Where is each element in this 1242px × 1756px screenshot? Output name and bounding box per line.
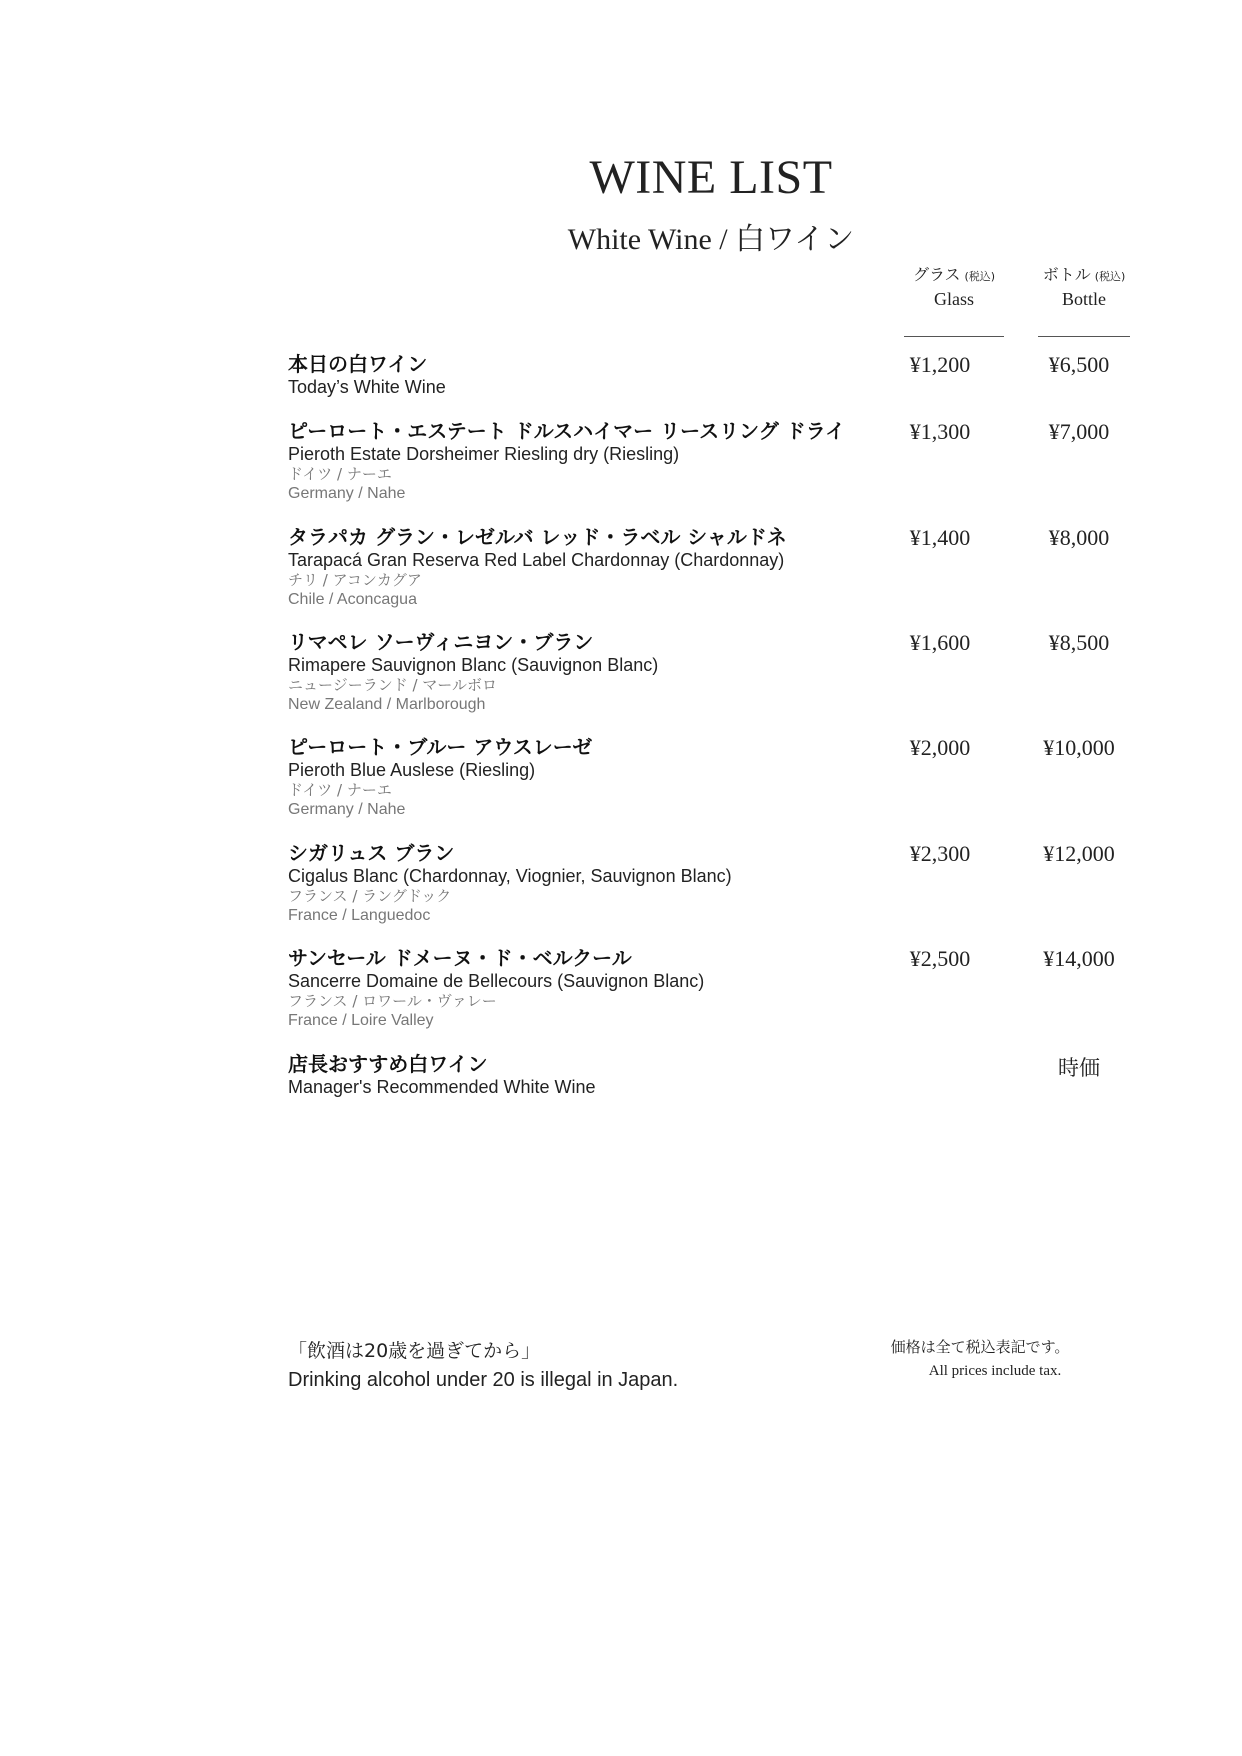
age-notice	[288, 1336, 678, 1392]
glass-price: ¥1,300	[909, 419, 971, 444]
wine-region-en: France / Languedoc	[288, 907, 431, 924]
glass-header-en: Glass	[934, 289, 974, 309]
wine-region-en: Chile / Aconcagua	[288, 591, 417, 608]
wine-region-en: Germany / Nahe	[288, 485, 406, 502]
bottle-header-tax: (税込)	[1094, 270, 1126, 283]
bottle-price: ¥8,000	[1048, 525, 1110, 550]
wine-name-en: Manager's Recommended White Wine	[288, 1077, 596, 1097]
wine-item	[288, 735, 1242, 820]
wine-region-jp: チリ / アコンカグア	[288, 571, 422, 589]
wine-item	[288, 419, 1242, 504]
glass-price: ¥1,400	[909, 525, 971, 550]
bottle-price: ¥14,000	[1043, 946, 1115, 971]
wine-name-jp: ピーロート・エステート ドルスハイマー リースリング ドライ	[288, 419, 846, 443]
wine-name-jp: 店長おすすめ白ワイン	[288, 1052, 488, 1076]
wine-name-en: Cigalus Blanc (Chardonnay, Viognier, Sauvignon Blanc)	[288, 866, 732, 886]
glass-header-divider	[904, 336, 1004, 337]
bottle-price: ¥10,000	[1043, 735, 1115, 760]
wine-name-jp: ピーロート・ブルー アウスレーゼ	[288, 735, 593, 759]
wine-region-jp: フランス / ラングドック	[288, 887, 452, 905]
wine-item	[288, 352, 1242, 398]
tax-note-en: All prices include tax.	[928, 1363, 1062, 1379]
wine-name-en: Rimapere Sauvignon Blanc (Sauvignon Blanc)	[288, 655, 659, 675]
bottle-price: ¥12,000	[1043, 841, 1115, 866]
bottle-header-divider	[1038, 336, 1130, 337]
page-title: WINE LIST	[589, 151, 833, 204]
wine-name-en: Pieroth Blue Auslese (Riesling)	[288, 760, 536, 780]
bottle-column-header	[1038, 262, 1130, 337]
wine-region-jp: ドイツ / ナーエ	[288, 465, 392, 483]
wine-region-jp: フランス / ロワール・ヴァレー	[288, 992, 497, 1010]
wine-region-en: Germany / Nahe	[288, 801, 406, 818]
bottle-price: ¥6,500	[1048, 352, 1110, 377]
wine-region-en: France / Loire Valley	[288, 1012, 434, 1029]
bottle-header-en: Bottle	[1062, 289, 1106, 309]
wine-region-jp: ドイツ / ナーエ	[288, 781, 392, 799]
tax-note-jp: 価格は全て税込表記です。	[890, 1338, 1070, 1356]
glass-price: ¥1,200	[909, 352, 971, 377]
wine-region-jp: ニュージーランド / マールボロ	[288, 676, 497, 694]
bottle-price: 時価	[1058, 1056, 1100, 1080]
glass-price: ¥2,000	[909, 735, 971, 760]
glass-header-tax: (税込)	[964, 270, 996, 283]
wine-item	[288, 1052, 1242, 1098]
wine-name-jp: サンセール ドメーヌ・ド・ベルクール	[288, 946, 632, 970]
age-notice-en: Drinking alcohol under 20 is illegal in Japan.	[288, 1369, 679, 1391]
wine-name-jp: リマペレ ソーヴィニヨン・ブラン	[288, 630, 594, 654]
wine-name-en: Sancerre Domaine de Bellecours (Sauvignon Blanc)	[288, 971, 705, 991]
wine-item	[288, 946, 1242, 1031]
glass-price: ¥2,300	[909, 841, 971, 866]
wine-name-jp: シガリュス ブラン	[288, 841, 455, 865]
wine-name-en: Pieroth Estate Dorsheimer Riesling dry (Riesling)	[288, 444, 680, 464]
page-subtitle: White Wine / 白ワイン	[567, 223, 855, 256]
age-notice-jp: 「飲酒は20歳を過ぎてから」	[288, 1340, 541, 1362]
bottle-price: ¥8,500	[1048, 630, 1110, 655]
wine-item	[288, 630, 1242, 715]
glass-column-header	[904, 262, 1004, 337]
wine-item	[288, 841, 1242, 926]
wine-region-en: New Zealand / Marlborough	[288, 696, 486, 713]
wine-item	[288, 525, 1242, 610]
wine-name-jp: 本日の白ワイン	[288, 352, 428, 376]
glass-price: ¥1,600	[909, 630, 971, 655]
glass-price: ¥2,500	[909, 946, 971, 971]
wine-name-en: Tarapacá Gran Reserva Red Label Chardonnay (Chardonnay)	[288, 550, 785, 570]
wine-name-en: Today’s White Wine	[288, 377, 446, 397]
tax-note	[870, 1336, 1090, 1380]
bottle-header-jp: ボトル	[1042, 265, 1091, 284]
wine-name-jp: タラパカ グラン・レゼルバ レッド・ラベル シャルドネ	[288, 525, 787, 549]
bottle-price: ¥7,000	[1048, 419, 1110, 444]
glass-header-jp: グラス	[912, 265, 961, 284]
